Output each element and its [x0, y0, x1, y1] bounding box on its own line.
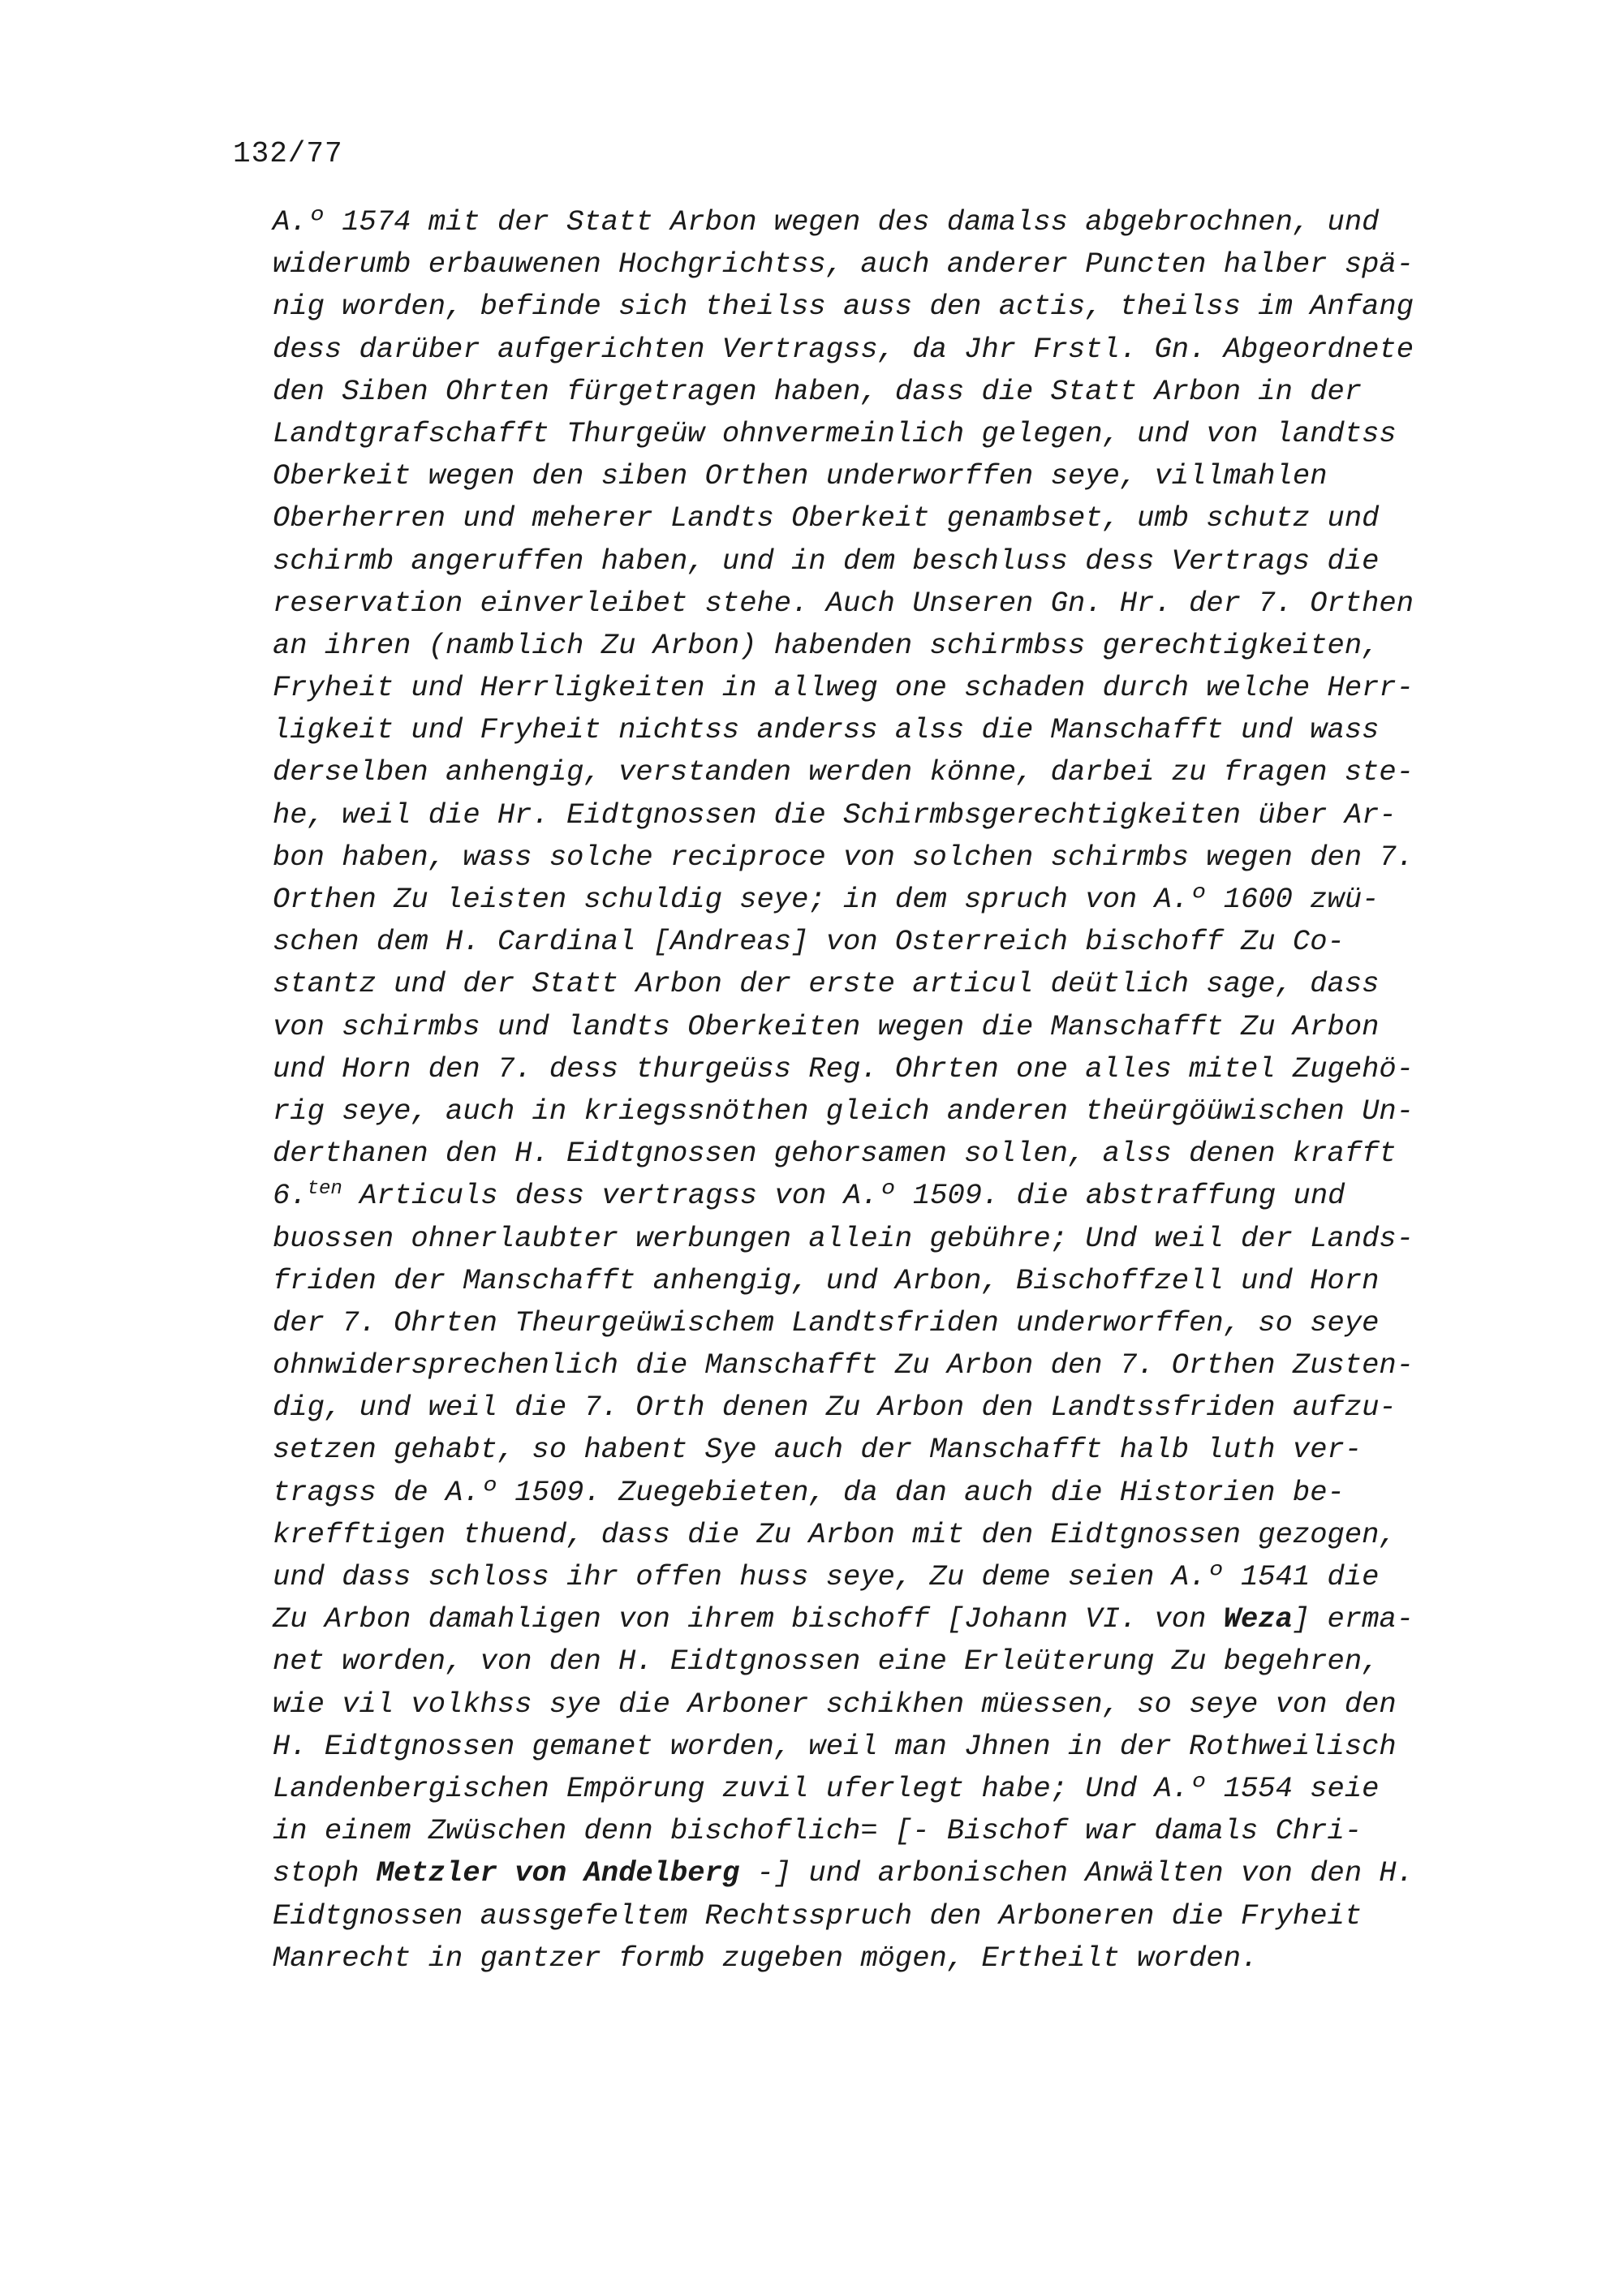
page-number: 132/77 — [233, 137, 343, 170]
text-segment: tragss de A.º 1509. Zuegebieten, da dan auch die Historien be- — [273, 1475, 1345, 1509]
text-segment: Oberkeit wegen den siben Orthen underworffen seye, villmahlen — [273, 459, 1328, 493]
text-segment: net worden, von den H. Eidtgnossen eine Erleüterung Zu begehren, — [273, 1645, 1380, 1679]
text-segment: Manrecht in gantzer formb zugeben mögen, Ertheilt worden. — [273, 1941, 1259, 1975]
superscript: ten — [307, 1178, 342, 1201]
text-segment: reservation einverleibet stehe. Auch Unseren Gn. Hr. der 7. Orthen — [273, 586, 1414, 620]
text-segment: Eidtgnossen aussgefeltem Rechtsspruch den Arboneren die Fryheit — [273, 1898, 1363, 1933]
text-segment: Landtgrafschafft Thurgeüw ohnvermeinlich gelegen, und von landtss — [273, 416, 1397, 450]
text-segment: derthanen den H. Eidtgnossen gehorsamen sollen, alss denen krafft — [273, 1137, 1397, 1171]
text-line — [273, 794, 1482, 836]
text-line — [273, 1133, 1482, 1175]
text-line — [273, 1387, 1482, 1429]
text-segment: schirmb angeruffen haben, und in dem beschluss dess Vertrags die — [273, 544, 1380, 578]
text-line — [273, 667, 1482, 709]
text-line — [273, 329, 1482, 371]
text-line — [273, 751, 1482, 793]
text-line — [273, 1344, 1482, 1387]
text-line — [273, 836, 1482, 879]
text-line — [273, 1852, 1482, 1894]
text-line — [273, 455, 1482, 497]
text-segment: dig, und weil die 7. Orth denen Zu Arbon den Landtssfriden aufzu- — [273, 1391, 1397, 1425]
bold-name: Metzler von Andelberg — [376, 1856, 740, 1890]
text-segment: krefftigen thuend, dass die Zu Arbon mit den Eidtgnossen gezogen, — [273, 1517, 1397, 1551]
text-line — [273, 1218, 1482, 1260]
text-line — [273, 1175, 1482, 1217]
text-line — [273, 709, 1482, 751]
text-line — [273, 1683, 1482, 1726]
text-segment: stantz und der Statt Arbon der erste articul deütlich sage, dass — [273, 967, 1380, 1001]
text-segment: und Horn den 7. dess thurgeüss Reg. Ohrten one alles mitel Zugehö- — [273, 1051, 1414, 1086]
text-line — [273, 201, 1482, 243]
text-line — [273, 1556, 1482, 1598]
text-segment: ohnwidersprechenlich die Manschafft Zu Arbon den 7. Orthen Zusten- — [273, 1348, 1414, 1382]
text-segment: Zu Arbon damahligen von ihrem bischoff [Johann VI. von — [273, 1602, 1224, 1636]
text-segment: -] und arbonischen Anwälten von den H. — [739, 1856, 1414, 1890]
text-segment: he, weil die Hr. Eidtgnossen die Schirmbsgerechtigkeiten über Ar- — [273, 798, 1397, 832]
text-segment: stoph — [273, 1856, 377, 1890]
text-segment: Landenbergischen Empörung zuvil uferlegt habe; Und A.º 1554 seie — [273, 1771, 1380, 1805]
text-line — [273, 921, 1482, 963]
text-segment: an ihren (namblich Zu Arbon) habenden schirmbss gerechtigkeiten, — [273, 628, 1380, 662]
text-segment: wie vil volkhss sye die Arboner schikhen müessen, so seye von den — [273, 1687, 1397, 1721]
text-segment: H. Eidtgnossen gemanet worden, weil man Jhnen in der Rothweilisch — [273, 1729, 1397, 1763]
text-segment: Articuls dess vertragss von A.º 1509. die abstraffung und — [342, 1179, 1345, 1213]
text-segment: von schirmbs und landts Oberkeiten wegen die Manschafft Zu Arbon — [273, 1009, 1380, 1043]
text-segment: widerumb erbauwenen Hochgrichtss, auch anderer Puncten halber spä- — [273, 247, 1414, 282]
text-segment: rig seye, auch in kriegssnöthen gleich anderen theürgöüwischen Un- — [273, 1094, 1414, 1128]
text-segment: 6. — [273, 1179, 308, 1213]
text-segment: buossen ohnerlaubter werbungen allein gebühre; Und weil der Lands- — [273, 1221, 1414, 1255]
text-segment: dess darüber aufgerichten Vertragss, da Jhr Frstl. Gn. Abgeordnete — [273, 332, 1414, 366]
text-line — [273, 1768, 1482, 1810]
text-line — [273, 1260, 1482, 1302]
text-line — [273, 1640, 1482, 1683]
text-line — [273, 879, 1482, 921]
text-line — [273, 625, 1482, 667]
text-segment: der 7. Ohrten Theurgeüwischem Landtsfriden underworffen, so seye — [273, 1305, 1380, 1339]
text-segment: nig worden, befinde sich theilss auss den actis, theilss im Anfang — [273, 290, 1414, 324]
text-line — [273, 1726, 1482, 1768]
text-line — [273, 1090, 1482, 1133]
text-line — [273, 583, 1482, 625]
text-segment: A.º 1574 mit der Statt Arbon wegen des damalss abgebrochnen, und — [273, 205, 1380, 239]
text-segment: den Siben Ohrten fürgetragen haben, dass die Statt Arbon in der — [273, 374, 1363, 408]
text-line — [273, 1514, 1482, 1556]
text-line — [273, 243, 1482, 286]
text-segment: Fryheit und Herrligkeiten in allweg one schaden durch welche Herr- — [273, 671, 1414, 705]
text-line — [273, 540, 1482, 583]
text-line — [273, 1429, 1482, 1471]
text-segment: Orthen Zu leisten schuldig seye; in dem spruch von A.º 1600 zwü- — [273, 883, 1380, 916]
text-line — [273, 1006, 1482, 1048]
text-line — [273, 413, 1482, 455]
text-segment: bon haben, wass solche reciproce von solchen schirmbs wegen den 7. — [273, 840, 1414, 874]
text-line — [273, 1810, 1482, 1852]
text-line — [273, 286, 1482, 328]
text-line — [273, 963, 1482, 1005]
text-line — [273, 1598, 1482, 1640]
text-segment: ] erma- — [1292, 1602, 1414, 1636]
text-line — [273, 1895, 1482, 1937]
text-line — [273, 1937, 1482, 1980]
text-line — [273, 1048, 1482, 1090]
text-segment: Oberherren und meherer Landts Oberkeit genambset, umb schutz und — [273, 501, 1380, 535]
text-segment: derselben anhengig, verstanden werden könne, darbei zu fragen ste- — [273, 755, 1414, 789]
text-line — [273, 1302, 1482, 1344]
text-line — [273, 497, 1482, 540]
text-segment: ligkeit und Fryheit nichtss anderss alss die Manschafft und wass — [273, 713, 1380, 747]
text-segment: schen dem H. Cardinal [Andreas] von Osterreich bischoff Zu Co- — [273, 925, 1345, 959]
text-segment: setzen gehabt, so habent Sye auch der Manschafft halb luth ver- — [273, 1433, 1363, 1467]
text-line — [273, 371, 1482, 413]
text-segment: in einem Zwüschen denn bischoflich= [- Bischof war damals Chri- — [273, 1814, 1363, 1848]
text-segment: und dass schloss ihr offen huss seye, Zu deme seien A.º 1541 die — [273, 1560, 1380, 1593]
body-text — [273, 201, 1482, 1980]
text-line — [273, 1472, 1482, 1514]
text-segment: friden der Manschafft anhengig, und Arbon, Bischoffzell und Horn — [273, 1263, 1380, 1297]
bold-name: Weza — [1223, 1602, 1293, 1636]
